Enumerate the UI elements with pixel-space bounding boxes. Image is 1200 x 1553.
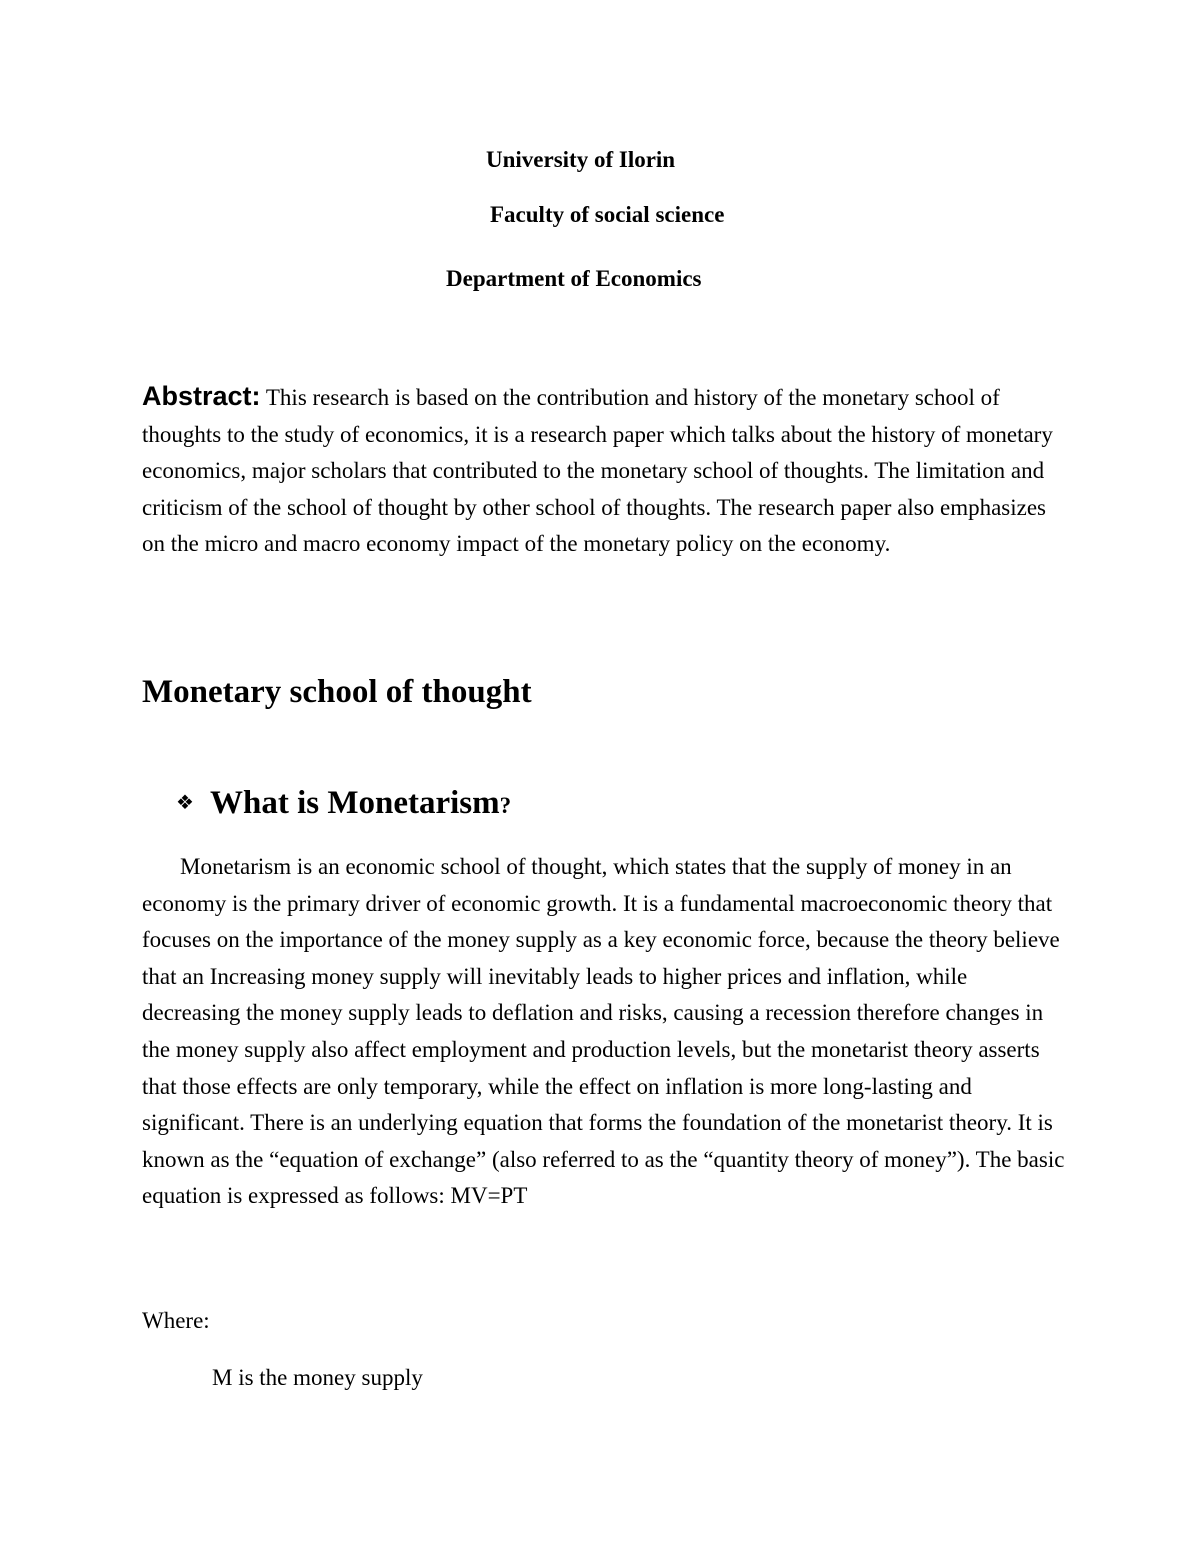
where-label: Where: [142, 1308, 210, 1333]
faculty-name: Faculty of social science [490, 202, 725, 227]
abstract-paragraph [142, 378, 1067, 563]
monetarism-paragraph: Monetarism is an economic school of thought, which states that the supply of money in an economy is the primary driver of economic growth. It is a fundamental macroeconomic theory that focuses on the importance of the money supply as a key economic force, because the theory believe that an Increasing money supply will inevitably leads to higher prices and inflation, while decreasing the money supply leads to deflation and risks, causing a recession therefore changes in the money supply also affect employment and production levels, but the monetarist theory asserts that those effects are only temporary, while the effect on inflation is more long-lasting and significant. There is an underlying equation that forms the foundation of the monetarist theory. It is known as the “equation of exchange” (also referred to as the “quantity theory of money”). The basic equation is expressed as follows: MV=PT [142, 854, 1065, 1209]
abstract-text: This research is based on the contribution and history of the monetary school of thoughts to the study of economics, it is a research paper which talks about the history of monetary economics, major scholars that contributed to the monetary school of thoughts. The limitation and criticism of the school of thought by other school of thoughts. The research paper also emphasizes on the micro and macro economy impact of the monetary policy on the economy. [142, 385, 1053, 556]
section-title: Monetary school of thought [142, 674, 532, 710]
diamond-bullet-icon: ❖ [176, 792, 194, 814]
definition-item: M is the money supply [212, 1365, 423, 1390]
subheading-question-mark: ? [499, 793, 512, 818]
university-name: University of Ilorin [486, 147, 676, 172]
subheading-text: What is Monetarism [210, 785, 500, 821]
abstract-label: Abstract: [142, 381, 261, 411]
subheading [176, 787, 511, 820]
department-name: Department of Economics [446, 266, 702, 291]
